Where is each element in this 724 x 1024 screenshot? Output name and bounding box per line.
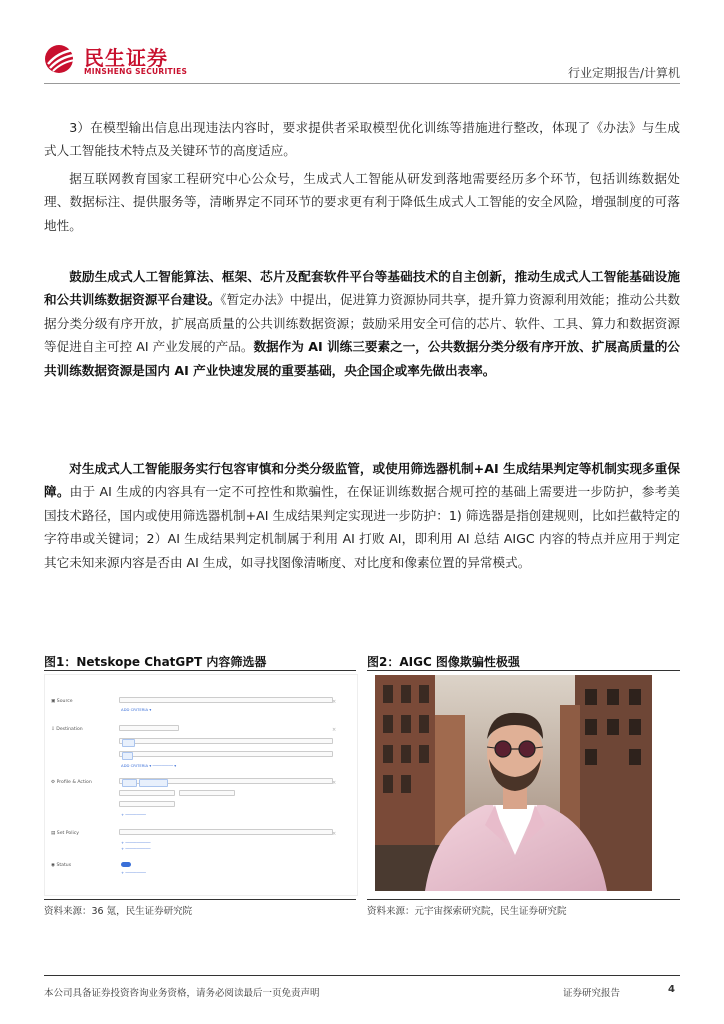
ui-mock-input [119, 790, 175, 796]
ui-mock-link: ADD CRITERIA ▾ ───────── ▾ [121, 763, 177, 768]
paragraph-3-bold-lead: 鼓励生成式人工智能算法、框架、芯片及配套软件平台等基础技术的自主创新，推动生成式人工智能基础设施和公共训练数据资源平台建设。 [44, 269, 680, 308]
ui-mock-label: ⚙ Profile & Action [51, 780, 92, 785]
paragraph-1 [44, 116, 680, 163]
ui-mock-close-icon: × [332, 727, 337, 733]
ui-mock-input [119, 697, 333, 703]
ui-mock-label: ▣ Source [51, 699, 73, 704]
paragraph-3 [44, 265, 680, 382]
ui-mock-link: + ───────── [121, 812, 146, 817]
figure-2-ai-portrait-image [375, 675, 652, 891]
ui-mock-input [119, 801, 175, 807]
ui-mock-link: + ─────────── [121, 840, 151, 845]
paragraph-3-bold-tail: 数据作为 AI 训练三要素之一，公共数据分类分级有序开放、扩展高质量的公共训练数据资源是国内 AI 产业快速发展的重要基础，央企国企或率先做出表率。 [44, 339, 680, 378]
ui-mock-input [119, 738, 333, 744]
page-number: 4 [668, 984, 675, 995]
figure-2-source: 资料来源：元宇宙探索研究院，民生证券研究院 [367, 906, 567, 917]
figure-2-title: 图2：AIGC 图像欺骗性极强 [367, 655, 520, 669]
ui-mock-input [119, 829, 333, 835]
figure-2-bottom-rule [367, 899, 680, 900]
logo-text-cn: 民生证券 [84, 46, 168, 70]
footer-label: 证券研究报告 [563, 988, 621, 999]
footer-divider [44, 975, 680, 976]
logo-text-en: MINSHENG SECURITIES [84, 67, 188, 76]
ui-mock-input [119, 725, 179, 731]
ui-mock-link: + ─────────── [121, 846, 151, 851]
paragraph-4 [44, 457, 680, 574]
paragraph-4-bold-lead: 对生成式人工智能服务实行包容审慎和分类分级监管，或使用筛选器机制+AI 生成结果判定等机制实现多重保障。 [44, 461, 680, 500]
ui-mock-close-icon: × [332, 831, 337, 837]
ui-mock-input [119, 778, 333, 784]
minsheng-logo-icon [44, 44, 78, 74]
paragraph-4-text: 由于 AI 生成的内容具有一定不可控性和欺骗性，在保证训练数据合规可控的基础上需要进一步防护，参考美国技术路径，国内或使用筛选器机制+AI 生成结果判定实现进一步防护：1) 筛选器是指创建规则，比如拦截特定的字符串或关键词；2）AI 生成结果判定机制属于利用 AI 打败 AI，即利用 AI 总结 AIGC 内容的特点并应用于判定其它未知来源内容是否由 AI 生成，如寻找图像清晰度、对比度和像素位置的异常模式。 [44, 484, 681, 570]
ui-mock-toggle-icon [121, 862, 131, 867]
ui-mock-label: ▤ Set Policy [51, 831, 80, 836]
figure-2-top-rule [367, 670, 680, 671]
ui-mock-label: ◉ Status [51, 863, 72, 868]
paragraph-2 [44, 167, 680, 237]
figure-1-title: 图1：Netskope ChatGPT 内容筛选器 [44, 655, 267, 669]
footer-disclaimer: 本公司具备证券投资咨询业务资格，请务必阅读最后一页免责声明 [44, 988, 320, 999]
paragraph-1-text: 3）在模型输出信息出现违法内容时，要求提供者采取模型优化训练等措施进行整改，体现了《办法》与生成式人工智能技术特点及关键环节的高度适应。 [44, 120, 680, 159]
figure-1-bottom-rule [44, 899, 356, 900]
ui-mock-input [179, 790, 235, 796]
ui-mock-close-icon: × [332, 699, 337, 705]
figure-1-screenshot [44, 674, 358, 896]
paragraph-2-text: 据互联网教育国家工程研究中心公众号，生成式人工智能从研发到落地需要经历多个环节，包括训练数据处理、数据标注、提供服务等，清晰界定不同环节的要求更有利于降低生成式人工智能的安全风险，增强制度的可落地性。 [44, 171, 680, 233]
header-divider [44, 83, 680, 84]
ui-mock-close-icon: × [332, 780, 337, 786]
figure-1-source: 资料来源：36 氪，民生证券研究院 [44, 906, 193, 917]
ui-mock-link: ADD CRITERIA ▾ [121, 707, 152, 712]
ui-mock-input [119, 751, 333, 757]
figure-1-top-rule [44, 670, 356, 671]
ui-mock-label: ⇩ Destination [51, 727, 83, 732]
paragraph-3-text: 《暂定办法》中提出，促进算力资源协同共享，提升算力资源利用效能；推动公共数据分类分级有序开放，扩展高质量的公共训练数据资源；鼓励采用安全可信的芯片、软件、工具、算力和数据资源等促进自主可控 AI 产业发展的产品。 [44, 292, 681, 355]
report-type: 行业定期报告/计算机 [567, 66, 680, 80]
ui-mock-link: + ───────── [121, 870, 146, 875]
